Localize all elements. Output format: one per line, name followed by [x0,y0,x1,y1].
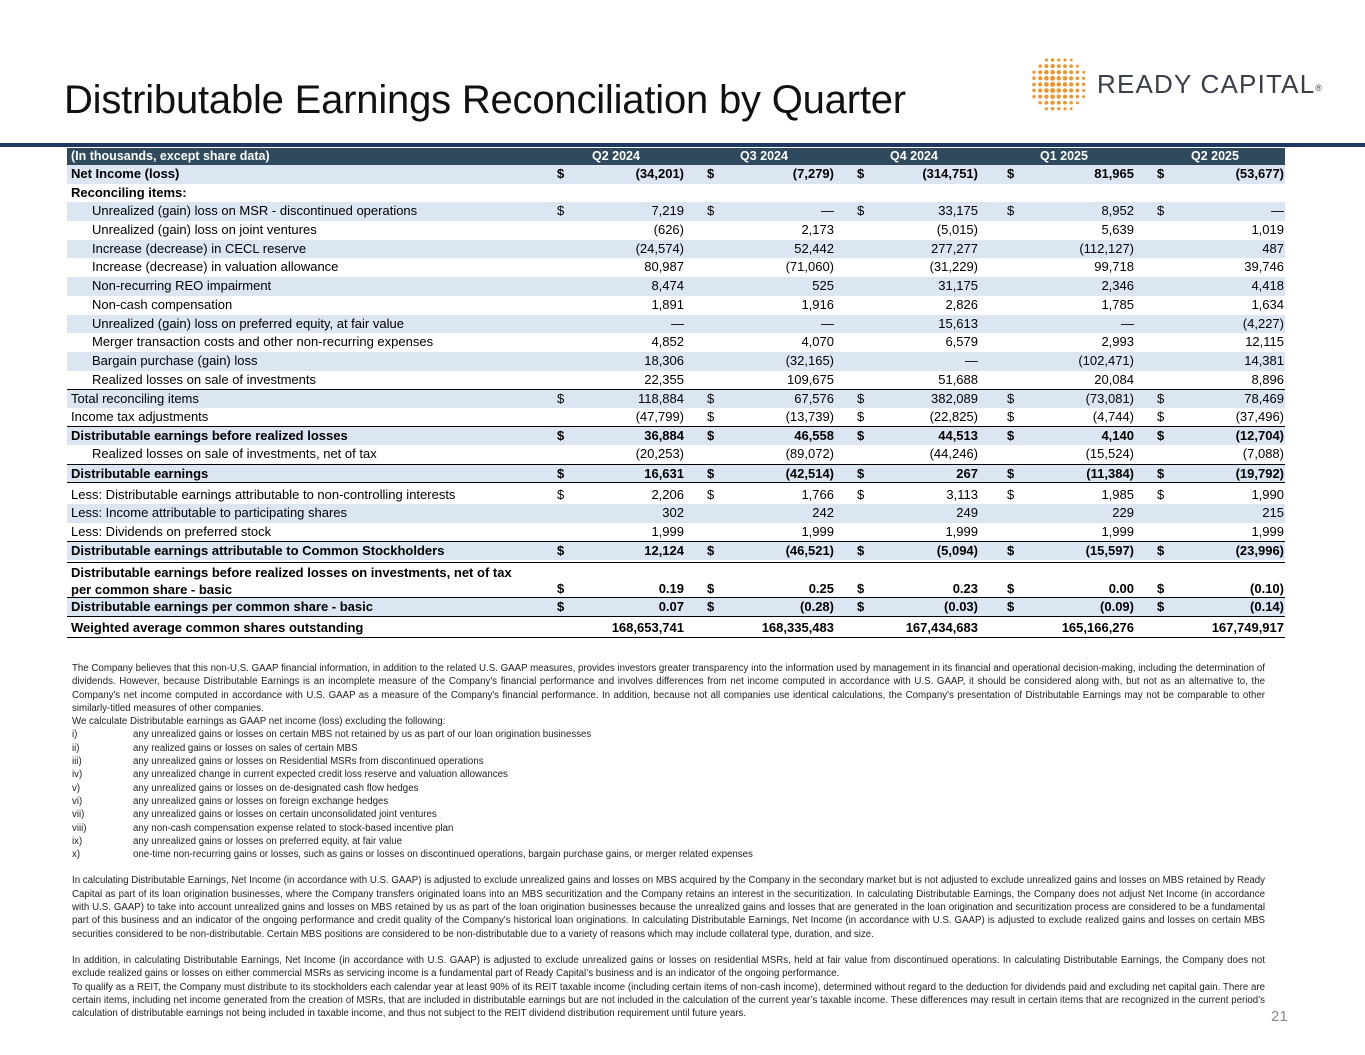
list-item-number: i) [72,729,78,741]
currency-symbol: $ [557,466,565,481]
table-row [67,240,1285,259]
currency-symbol: $ [707,542,715,558]
list-item-number: iii) [72,756,82,768]
cell-value: 1,999 [945,524,978,540]
cell-value: (32,165) [785,352,834,368]
currency-symbol: $ [707,166,715,181]
cell-value: (0.10) [1250,581,1284,597]
row-label-line-2: per common share - basic [71,582,233,598]
cell-value: 22,355 [644,371,684,387]
currency-symbol: $ [857,599,865,615]
currency-symbol: $ [857,166,865,181]
currency-symbol: $ [1157,581,1165,597]
row-label: Merger transaction costs and other non-recurring expenses [92,334,434,350]
currency-symbol: $ [557,391,565,407]
cell-value: 7,219 [651,203,684,219]
cell-value: 6,579 [945,334,978,350]
cell-value: (11,384) [1086,466,1134,481]
list-item-text: any unrealized gains or losses on de-designated cash flow hedges [133,782,419,794]
cell-value: 80,987 [644,259,684,275]
row-label: Less: Income attributable to participating shares [71,505,348,521]
cell-value: 4,418 [1251,278,1284,294]
column-header: Q4 2024 [890,149,938,163]
cell-value: 15,613 [938,315,978,331]
row-label-line-1: Distributable earnings before realized losses on investments, net of tax [71,565,512,581]
cell-value: 109,675 [787,371,834,387]
currency-symbol: $ [1157,486,1165,502]
cell-value: 16,631 [644,466,684,481]
cell-value: (5,015) [936,222,978,238]
list-item [72,835,1265,848]
currency-symbol: $ [1157,466,1165,481]
row-label: Unrealized (gain) loss on MSR - discontinued operations [92,203,418,219]
cell-value: 1,985 [1101,486,1134,502]
cell-value: 1,785 [1101,296,1134,312]
cell-value: 8,896 [1251,371,1284,387]
cell-value: 31,175 [938,278,978,294]
cell-value: 4,070 [801,334,834,350]
page-title: Distributable Earnings Reconciliation by Quarter [64,78,906,122]
cell-value: (53,677) [1235,166,1284,181]
currency-symbol: $ [1007,166,1015,181]
cell-value: 487 [1262,240,1284,256]
cell-value: 52,442 [794,240,834,256]
currency-symbol: $ [1157,166,1165,181]
list-item [72,822,1265,835]
table-row [67,296,1285,315]
table-row [67,184,1285,203]
cell-value: 39,746 [1244,259,1284,275]
row-label: Less: Distributable earnings attributable to non-controlling interests [71,486,456,502]
currency-symbol: $ [1157,391,1165,407]
row-label: Unrealized (gain) loss on joint ventures [92,222,317,238]
cell-value: 277,277 [931,240,978,256]
currency-symbol: $ [857,408,865,424]
notes-paragraph-1: The Company believes that this non-U.S. GAAP financial information, in addition to the related U.S. GAAP measures, provides investors greater transparency into the information used by management in its financial and operational decision-making, including the determination of dividends. However, because Distributable Earnings is an incomplete measure of the Company's financial performance and involves differences from net income computed in accordance with U.S. GAAP, it should be considered along with, but not as an alternative to, the Company's net income computed in accordance with U.S. GAAP as a measure of the Company's financial performance. In addition, because not all companies use identical calculations, the Company's presentation of Distributable Earnings may not be comparable to other similarly-titled measures of other companies. [72,663,1265,714]
row-label: Distributable earnings before realized losses [71,427,348,443]
currency-symbol: $ [857,466,865,481]
cell-value: 118,884 [637,391,684,407]
table-row [67,408,1285,427]
currency-symbol: $ [1157,599,1165,615]
currency-symbol: $ [1007,486,1015,502]
list-item-number: vii) [72,809,85,821]
cell-value: — [821,315,834,331]
cell-value: 1,766 [801,486,834,502]
table-row [67,486,1285,505]
currency-symbol: $ [557,599,565,615]
list-item-text: any unrealized change in current expected credit loss reserve and valuation allowances [133,769,508,781]
table-header-label: (In thousands, except share data) [71,149,270,163]
table-row [67,389,1285,408]
cell-value: 99,718 [1094,259,1134,275]
cell-value: (4,744) [1092,408,1134,424]
cell-value: 78,469 [1244,391,1284,407]
cell-value: (89,072) [785,446,834,462]
list-item [72,795,1265,808]
cell-value: (42,514) [785,466,834,481]
list-item-number: iv) [72,769,83,781]
row-label: Bargain purchase (gain) loss [92,352,258,368]
currency-symbol: $ [557,542,565,558]
cell-value: 44,513 [938,427,978,443]
cell-value: (47,799) [635,408,684,424]
row-label: Reconciling items: [71,184,187,200]
cell-value: — [1121,315,1134,331]
cell-value: 2,173 [801,222,834,238]
cell-value: (73,081) [1085,391,1134,407]
table-row [67,165,1285,184]
cell-value: (0.09) [1100,599,1134,615]
cell-value: (71,060) [785,259,834,275]
cell-value: (37,496) [1235,408,1284,424]
cell-value: (31,229) [929,259,978,275]
cell-value: 51,688 [938,371,978,387]
reconciliation-table [67,148,1285,638]
table-row [67,523,1285,542]
cell-value: (0.28) [800,599,834,615]
logo-wordmark: READY CAPITAL® [1097,69,1324,99]
cell-value: 4,140 [1101,427,1134,443]
list-item-number: viii) [72,822,87,834]
table-row [67,333,1285,352]
cell-value: 3,113 [946,486,978,502]
row-label: Weighted average common shares outstanding [71,620,364,636]
cell-value: 167,749,917 [1211,620,1284,636]
table-row [67,277,1285,296]
cell-value: (34,201) [635,166,684,181]
cell-value: (12,704) [1235,427,1284,443]
list-item-text: any unrealized gains or losses on Residential MSRs from discontinued operations [133,756,484,768]
currency-symbol: $ [707,408,715,424]
currency-symbol: $ [557,581,565,597]
table-row [67,315,1285,334]
currency-symbol: $ [1007,599,1015,615]
cell-value: 382,089 [931,391,978,407]
cell-value: 215 [1262,505,1284,521]
table-row [67,598,1285,617]
cell-value: 1,990 [1251,486,1284,502]
currency-symbol: $ [1157,542,1165,558]
cell-value: 8,474 [651,278,684,294]
row-label: Non-recurring REO impairment [92,278,272,294]
currency-symbol: $ [557,427,565,443]
row-label: Realized losses on sale of investments, net of tax [92,446,377,462]
list-item [72,728,1265,741]
cell-value: 2,826 [945,296,978,312]
currency-symbol: $ [857,542,865,558]
cell-value: 302 [662,505,684,521]
table-row [67,445,1285,464]
table-row [67,221,1285,240]
cell-value: (15,597) [1085,542,1134,558]
row-label: Unrealized (gain) loss on preferred equity, at fair value [92,315,404,331]
row-label: Less: Dividends on preferred stock [71,524,272,540]
list-item-number: x) [72,849,81,861]
currency-symbol: $ [857,581,865,597]
cell-value: 267 [956,466,978,481]
cell-value: (4,227) [1242,315,1284,331]
cell-value: 81,965 [1094,166,1134,181]
currency-symbol: $ [557,203,565,219]
currency-symbol: $ [557,486,565,502]
cell-value: 0.23 [952,581,978,597]
list-item-text: any unrealized gains or losses on certain MBS not retained by us as part of our loan origination businesses [133,729,592,741]
notes-paragraph-4: To qualify as a REIT, the Company must distribute to its stockholders each calendar year at least 90% of its REIT taxable income (including certain items of non-cash income), determined without regard to the deduction for dividends paid and excluding net capital gain. There are certain items, including net income generated from the creation of MSRs, that are included in distributable earnings but are not included in the calculation of the current year’s taxable income. These differences may result in certain items that are recognized in the current period’s calculation of distributable earnings not being included in taxable income, and thus not subject to the REIT dividend distribution requirement until future years. [72,981,1265,1020]
cell-value: 1,999 [801,524,834,540]
cell-value: 1,019 [1251,222,1284,238]
cell-value: (5,094) [936,542,978,558]
table-row [67,464,1285,483]
cell-value: (102,471) [1078,352,1134,368]
currency-symbol: $ [707,581,715,597]
cell-value: 165,166,276 [1061,620,1134,636]
cell-value: — [1271,203,1284,219]
cell-value: 12,124 [644,542,684,558]
row-label: Increase (decrease) in CECL reserve [92,240,307,256]
row-label: Realized losses on sale of investments [92,371,317,387]
cell-value: (15,524) [1085,446,1134,462]
header-rule [0,143,1365,147]
footnotes [72,662,1265,1020]
list-item-text: any realized gains or losses on sales of certain MBS [133,742,358,754]
cell-value: (0.14) [1250,599,1284,615]
logo-dot-icon [1028,55,1090,113]
column-header: Q3 2024 [740,149,788,163]
cell-value: 2,993 [1101,334,1134,350]
currency-symbol: $ [1007,408,1015,424]
currency-symbol: $ [707,427,715,443]
currency-symbol: $ [857,391,865,407]
currency-symbol: $ [707,599,715,615]
currency-symbol: $ [707,466,715,481]
column-header: Q1 2025 [1040,149,1088,163]
currency-symbol: $ [1007,203,1015,219]
cell-value: 168,653,741 [611,620,684,636]
table-header-row [67,148,1285,165]
cell-value: 67,576 [794,391,834,407]
column-header: Q2 2024 [592,149,640,163]
cell-value: 36,884 [644,427,684,443]
list-item-number: ix) [72,835,83,847]
currency-symbol: $ [707,486,715,502]
currency-symbol: $ [1007,466,1015,481]
list-item-text: any non-cash compensation expense related to stock-based incentive plan [133,822,454,834]
list-item-text: any unrealized gains or losses on preferred equity, at fair value [133,835,403,847]
cell-value: (314,751) [922,166,978,181]
table-row [67,542,1285,561]
table-row [67,352,1285,371]
currency-symbol: $ [1007,542,1015,558]
list-item-text: any unrealized gains or losses on foreign exchange hedges [133,795,389,807]
cell-value: 33,175 [938,203,978,219]
row-label: Non-cash compensation [92,296,233,312]
list-item [72,848,1265,861]
currency-symbol: $ [1007,427,1015,443]
currency-symbol: $ [557,166,565,181]
currency-symbol: $ [1157,427,1165,443]
cell-value: — [965,352,978,368]
currency-symbol: $ [1007,391,1015,407]
cell-value: 168,335,483 [761,620,834,636]
exclusion-list [72,728,1265,861]
cell-value: (20,253) [635,446,684,462]
cell-value: 1,891 [651,296,684,312]
row-label: Net Income (loss) [71,166,180,181]
row-label: Distributable earnings attributable to Common Stockholders [71,542,445,558]
list-item-number: ii) [72,742,80,754]
cell-value: 46,558 [794,427,834,443]
cell-value: (46,521) [785,542,834,558]
cell-value: 1,999 [1251,524,1284,540]
cell-value: (626) [653,222,684,238]
currency-symbol: $ [857,486,865,502]
cell-value: (23,996) [1235,542,1284,558]
cell-value: (19,792) [1235,466,1284,481]
notes-intro: We calculate Distributable earnings as GAAP net income (loss) excluding the following: [72,716,446,728]
cell-value: — [821,203,834,219]
cell-value: 0.07 [658,599,684,615]
cell-value: 229 [1112,505,1134,521]
cell-value: 5,639 [1101,222,1134,238]
table-row [67,619,1285,638]
cell-value: (7,088) [1242,446,1284,462]
cell-value: (24,574) [635,240,684,256]
cell-value: (22,825) [929,408,978,424]
cell-value: 20,084 [1094,371,1134,387]
cell-value: (0.03) [944,599,978,615]
table-row [67,371,1285,390]
list-item [72,755,1265,768]
cell-value: 525 [812,278,834,294]
table-row [67,562,1285,598]
cell-value: 0.00 [1108,581,1134,597]
currency-symbol: $ [857,203,865,219]
notes-paragraph-2: In calculating Distributable Earnings, Net Income (in accordance with U.S. GAAP) is adjusted to exclude unrealized gains and losses on MBS acquired by the Company in the secondary market but is not adjusted to exclude unrealized gains and losses on MBS retained by Ready Capital as part of its loan origination businesses, where the Company transfers originated loans into an MBS securitization and the Company retains an interest in the securitization. In calculating Distributable Earnings, the Company does not adjust Net Income (in accordance with U.S. GAAP) to take into account unrealized gains and losses on MBS retained by us as part of the loan origination businesses because the unrealized gains and losses that are generated in the loan origination and securitization process are considered to be a fundamental part of this business and an indicator of the ongoing performance and credit quality of the Company's historical loan originations. In calculating Distributable Earnings, Net Income (in accordance with U.S. GAAP) is adjusted to exclude realized gains and losses on certain MBS securities considered to be non-distributable. Certain MBS positions are considered to be non-distributable due to a variety of reasons which may include collateral type, duration, and size. [72,875,1265,940]
currency-symbol: $ [857,427,865,443]
row-label: Distributable earnings [71,466,209,481]
cell-value: 1,634 [1251,296,1284,312]
list-item [72,742,1265,755]
cell-value: 0.25 [808,581,834,597]
cell-value: 4,852 [651,334,684,350]
list-item-text: any unrealized gains or losses on certain unconsolidated joint ventures [133,809,437,821]
notes-paragraph-3: In addition, in calculating Distributable Earnings, Net Income (in accordance with U.S. GAAP) is adjusted to exclude unrealized gains or losses on residential MSRs, held at fair value from discontinued operations. In calculating Distributable Earnings, the Company does not exclude realized gains or losses on either commercial MSRs as servicing income is a fundamental part of Ready Capital’s business and is an indicator of the ongoing performance. [72,954,1265,980]
cell-value: 249 [956,505,978,521]
company-logo [1028,55,1324,113]
cell-value: (13,739) [785,408,834,424]
cell-value: 1,999 [1101,524,1134,540]
cell-value: 8,952 [1101,203,1134,219]
list-item [72,808,1265,821]
currency-symbol: $ [1157,408,1165,424]
cell-value: 1,999 [651,524,684,540]
column-header: Q2 2025 [1191,149,1239,163]
table-row [67,504,1285,523]
list-item-number: vi) [72,795,83,807]
currency-symbol: $ [1007,581,1015,597]
cell-value: 18,306 [644,352,684,368]
cell-value: 2,346 [1101,278,1134,294]
cell-value: 167,434,683 [905,620,978,636]
row-label: Distributable earnings per common share - basic [71,599,373,615]
cell-value: 2,206 [651,486,684,502]
list-item [72,782,1265,795]
cell-value: 0.19 [658,581,684,597]
cell-value: — [671,315,684,331]
page-number: 21 [1271,1008,1288,1025]
row-label: Income tax adjustments [71,408,209,424]
row-label: Increase (decrease) in valuation allowance [92,259,339,275]
cell-value: 1,916 [801,296,834,312]
cell-value: 12,115 [1245,334,1284,350]
table-row [67,202,1285,221]
list-item-text: one-time non-recurring gains or losses, such as gains or losses on discontinued operations, bargain purchase gains, or merger related expenses [133,849,753,861]
list-item [72,768,1265,781]
table-row [67,427,1285,446]
cell-value: 242 [812,505,834,521]
currency-symbol: $ [1157,203,1165,219]
table-row [67,258,1285,277]
list-item-number: v) [72,782,81,794]
row-label [71,564,512,598]
currency-symbol: $ [707,203,715,219]
currency-symbol: $ [707,391,715,407]
row-label: Total reconciling items [71,391,199,407]
cell-value: (112,127) [1079,240,1134,256]
cell-value: (44,246) [929,446,978,462]
cell-value: 14,381 [1244,352,1284,368]
cell-value: (7,279) [792,166,834,181]
